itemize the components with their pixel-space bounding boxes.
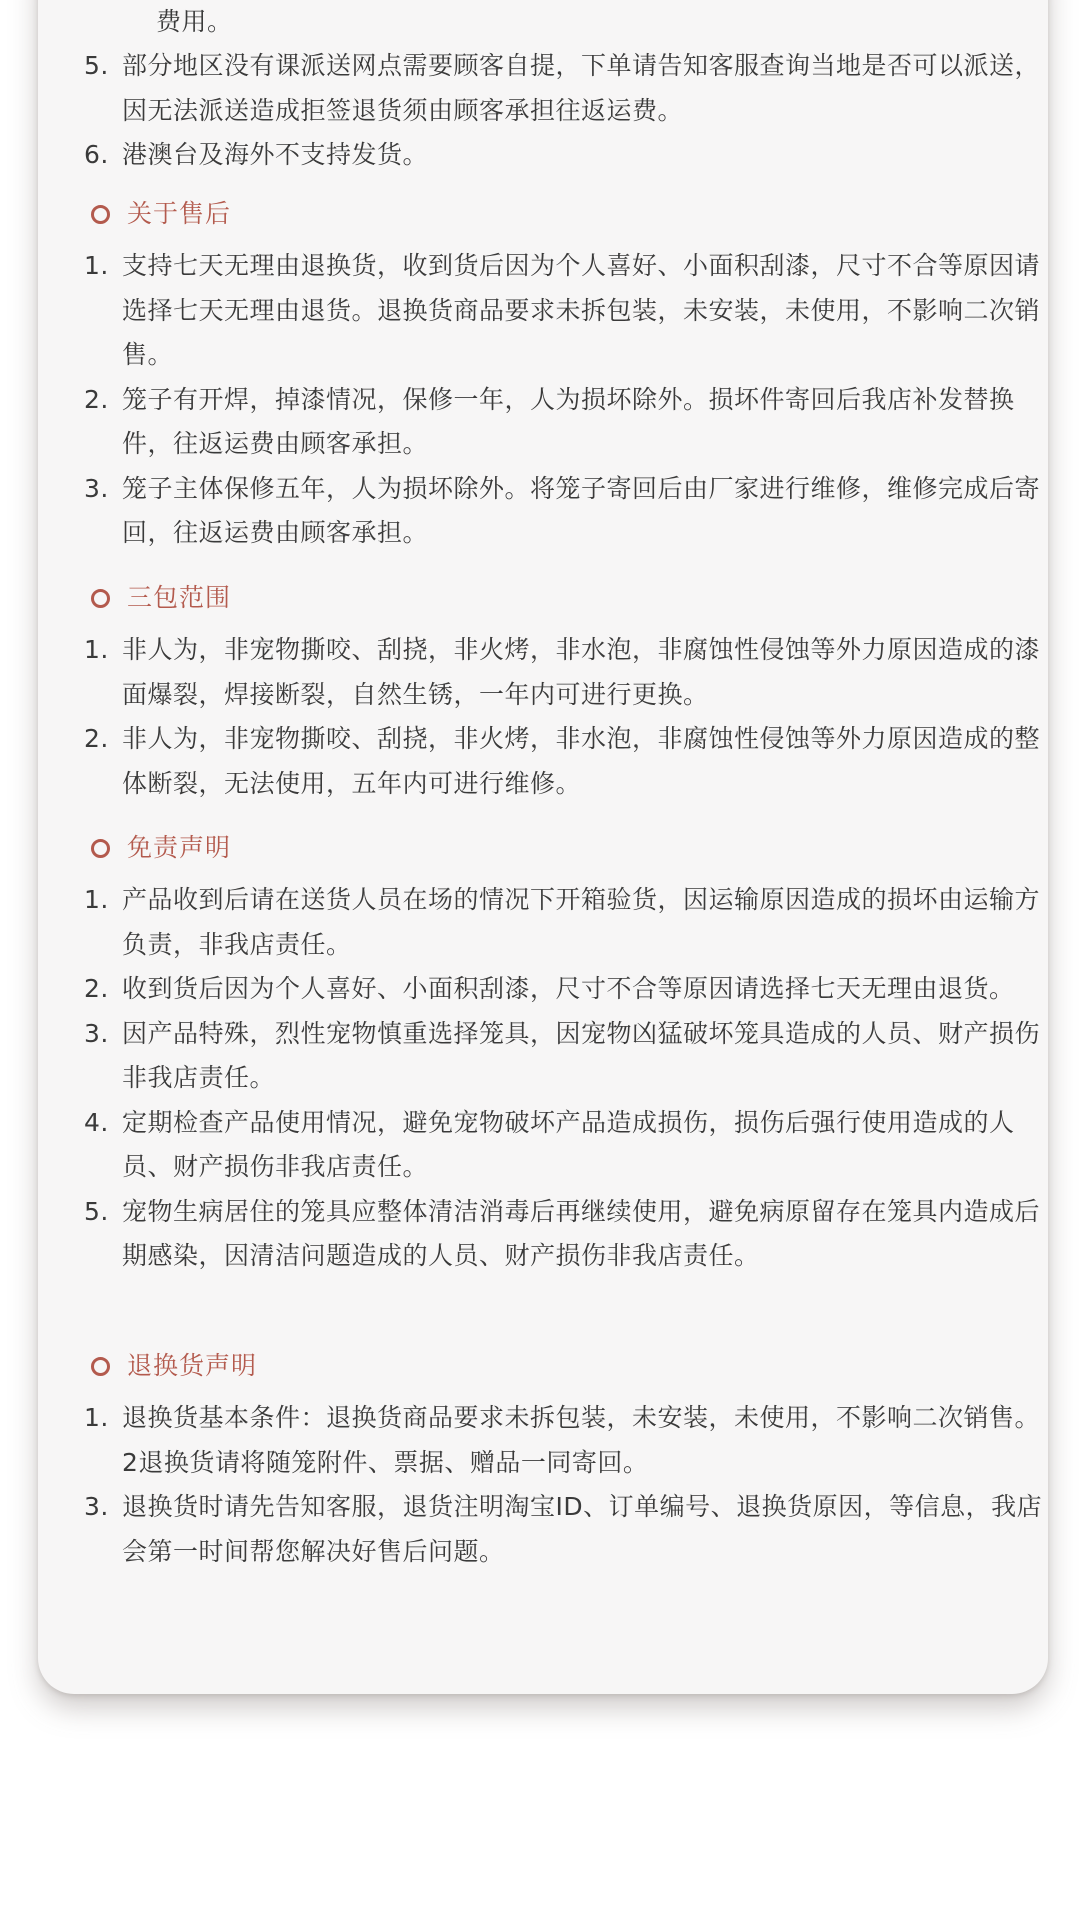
list-item: 1. 非人为，非宠物撕咬、刮挠，非火烤，非水泡，非腐蚀性侵蚀等外力原因造成的漆面爆裂，焊接断裂，自然生锈，一年内可进行更换。: [84, 635, 1041, 709]
section-heading-after-sales: 关于售后: [91, 194, 231, 234]
circle-bullet-icon: [91, 1357, 110, 1376]
list-item: 2. 收到货后因为个人喜好、小面积刮漆，尺寸不合等原因请选择七天无理由退货。: [84, 974, 1015, 1003]
list-item: 3. 退换货时请先告知客服，退货注明淘宝ID、订单编号、退换货原因，等信息，我店会第一时间帮您解决好售后问题。: [84, 1492, 1043, 1566]
list-item: 3. 笼子主体保修五年，人为损坏除外。将笼子寄回后由厂家进行维修，维修完成后寄回，往返运费由顾客承担。: [84, 473, 1041, 547]
list-item: 1. 退换货基本条件：退换货商品要求未拆包装，未安装，未使用，不影响二次销售。2退换货请将随笼附件、票据、赠品一同寄回。: [84, 1403, 1041, 1477]
disclaimer-list: [84, 878, 1044, 1279]
list-item: 2. 非人为，非宠物撕咬、刮挠，非火烤，非水泡，非腐蚀性侵蚀等外力原因造成的整体断裂，无法使用，五年内可进行维修。: [84, 724, 1041, 798]
section-heading-warranty: 三包范围: [91, 578, 231, 618]
list-item: 1. 产品收到后请在送货人员在场的情况下开箱验货，因运输原因造成的损坏由运输方负责，非我店责任。: [84, 885, 1041, 959]
warranty-list: [84, 628, 1044, 806]
list-item: 6. 港澳台及海外不支持发货。: [84, 140, 429, 169]
circle-bullet-icon: [91, 839, 110, 858]
list-item: 2. 笼子有开焊，掉漆情况，保修一年，人为损坏除外。损坏件寄回后我店补发替换件，往返运费由顾客承担。: [84, 384, 1015, 458]
after-sales-list: [84, 244, 1044, 556]
shipping-list: [84, 44, 1044, 178]
list-item: 5. 宠物生病居住的笼具应整体清洁消毒后再继续使用，避免病原留存在笼具内造成后期感染，因清洁问题造成的人员、财产损伤非我店责任。: [84, 1196, 1041, 1270]
circle-bullet-icon: [91, 589, 110, 608]
section-heading-returns: 退换货声明: [91, 1346, 257, 1386]
circle-bullet-icon: [91, 205, 110, 224]
section-heading-disclaimer: 免责声明: [91, 828, 231, 868]
list-item: 4. 定期检查产品使用情况，避免宠物破坏产品造成损伤，损伤后强行使用造成的人员、财产损伤非我店责任。: [84, 1107, 1015, 1181]
list-item: 3. 因产品特殊，烈性宠物慎重选择笼具，因宠物凶猛破坏笼具造成的人员、财产损伤非我店责任。: [84, 1018, 1041, 1092]
list-item: 5. 部分地区没有课派送网点需要顾客自提，下单请告知客服查询当地是否可以派送，因无法派送造成拒签退货须由顾客承担往返运费。: [84, 51, 1041, 125]
continued-text: 费用。: [156, 7, 233, 36]
list-item: 1. 支持七天无理由退换货，收到货后因为个人喜好、小面积刮漆，尺寸不合等原因请选择七天无理由退货。退换货商品要求未拆包装，未安装，未使用，不影响二次销售。: [84, 251, 1041, 369]
returns-list: [84, 1396, 1044, 1574]
